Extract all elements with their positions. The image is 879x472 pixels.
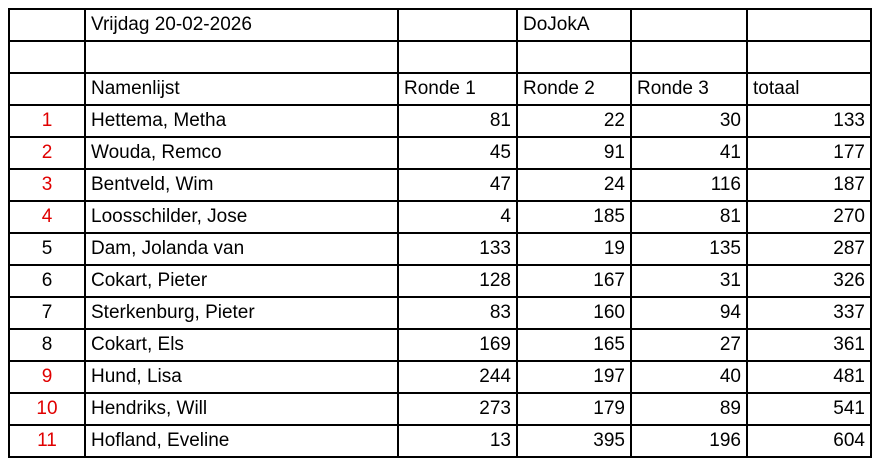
spacer-cell-5 (631, 41, 747, 73)
cell-total: 287 (747, 233, 871, 265)
cell-name: Hofland, Eveline (85, 425, 398, 457)
cell-round1: 81 (398, 105, 517, 137)
cell-rank: 3 (9, 169, 85, 201)
cell-round2: 19 (517, 233, 631, 265)
cell-total: 326 (747, 265, 871, 297)
table-row (9, 105, 871, 137)
cell-round3: 94 (631, 297, 747, 329)
cell-rank: 9 (9, 361, 85, 393)
header-round-2: Ronde 2 (517, 73, 631, 105)
table-row (9, 361, 871, 393)
cell-round2: 91 (517, 137, 631, 169)
spacer-cell-3 (398, 41, 517, 73)
cell-total: 337 (747, 297, 871, 329)
cell-rank: 6 (9, 265, 85, 297)
spacer-cell-1 (9, 41, 85, 73)
title-row (9, 9, 871, 41)
cell-name: Hendriks, Will (85, 393, 398, 425)
table-row (9, 201, 871, 233)
cell-rank: 5 (9, 233, 85, 265)
cell-name: Hettema, Metha (85, 105, 398, 137)
header-round-1: Ronde 1 (398, 73, 517, 105)
spacer-row (9, 41, 871, 73)
table-row (9, 169, 871, 201)
cell-round1: 83 (398, 297, 517, 329)
cell-name: Dam, Jolanda van (85, 233, 398, 265)
cell-name: Hund, Lisa (85, 361, 398, 393)
cell-total: 187 (747, 169, 871, 201)
cell-rank: 10 (9, 393, 85, 425)
cell-round3: 31 (631, 265, 747, 297)
cell-round2: 197 (517, 361, 631, 393)
table-row (9, 425, 871, 457)
cell-round1: 273 (398, 393, 517, 425)
cell-name: Wouda, Remco (85, 137, 398, 169)
cell-round2: 165 (517, 329, 631, 361)
table-row (9, 297, 871, 329)
cell-round3: 41 (631, 137, 747, 169)
cell-total: 481 (747, 361, 871, 393)
title-row-blank-cell-2 (631, 9, 747, 41)
cell-total: 270 (747, 201, 871, 233)
title-row-blank-cell-1 (398, 9, 517, 41)
cell-round1: 133 (398, 233, 517, 265)
table-body (9, 9, 871, 457)
cell-round2: 24 (517, 169, 631, 201)
cell-round3: 116 (631, 169, 747, 201)
cell-round3: 27 (631, 329, 747, 361)
table-row (9, 233, 871, 265)
spreadsheet-area (8, 8, 870, 458)
cell-round1: 13 (398, 425, 517, 457)
cell-rank: 11 (9, 425, 85, 457)
spacer-cell-4 (517, 41, 631, 73)
cell-round2: 179 (517, 393, 631, 425)
cell-round2: 167 (517, 265, 631, 297)
cell-round1: 128 (398, 265, 517, 297)
spacer-cell-2 (85, 41, 398, 73)
cell-total: 604 (747, 425, 871, 457)
cell-round2: 395 (517, 425, 631, 457)
header-name: Namenlijst (85, 73, 398, 105)
table-row (9, 265, 871, 297)
cell-name: Bentveld, Wim (85, 169, 398, 201)
title-row-club-cell: DoJokA (517, 9, 631, 41)
cell-total: 541 (747, 393, 871, 425)
cell-name: Loosschilder, Jose (85, 201, 398, 233)
cell-round3: 40 (631, 361, 747, 393)
header-round-3: Ronde 3 (631, 73, 747, 105)
cell-round1: 244 (398, 361, 517, 393)
title-row-rank-cell (9, 9, 85, 41)
cell-round3: 196 (631, 425, 747, 457)
cell-round1: 47 (398, 169, 517, 201)
column-header-row (9, 73, 871, 105)
cell-rank: 8 (9, 329, 85, 361)
title-row-blank-cell-3 (747, 9, 871, 41)
cell-total: 177 (747, 137, 871, 169)
cell-total: 133 (747, 105, 871, 137)
cell-round2: 185 (517, 201, 631, 233)
header-rank (9, 73, 85, 105)
table-row (9, 329, 871, 361)
cell-total: 361 (747, 329, 871, 361)
cell-name: Cokart, Els (85, 329, 398, 361)
cell-round3: 89 (631, 393, 747, 425)
cell-round2: 160 (517, 297, 631, 329)
cell-rank: 7 (9, 297, 85, 329)
cell-rank: 1 (9, 105, 85, 137)
cell-rank: 4 (9, 201, 85, 233)
score-table (8, 8, 872, 458)
header-total: totaal (747, 73, 871, 105)
table-row (9, 137, 871, 169)
cell-name: Sterkenburg, Pieter (85, 297, 398, 329)
cell-name: Cokart, Pieter (85, 265, 398, 297)
cell-round3: 30 (631, 105, 747, 137)
cell-round3: 81 (631, 201, 747, 233)
table-row (9, 393, 871, 425)
cell-round1: 45 (398, 137, 517, 169)
cell-round3: 135 (631, 233, 747, 265)
title-row-date-cell: Vrijdag 20-02-2026 (85, 9, 398, 41)
spacer-cell-6 (747, 41, 871, 73)
cell-round1: 169 (398, 329, 517, 361)
cell-round1: 4 (398, 201, 517, 233)
cell-round2: 22 (517, 105, 631, 137)
cell-rank: 2 (9, 137, 85, 169)
